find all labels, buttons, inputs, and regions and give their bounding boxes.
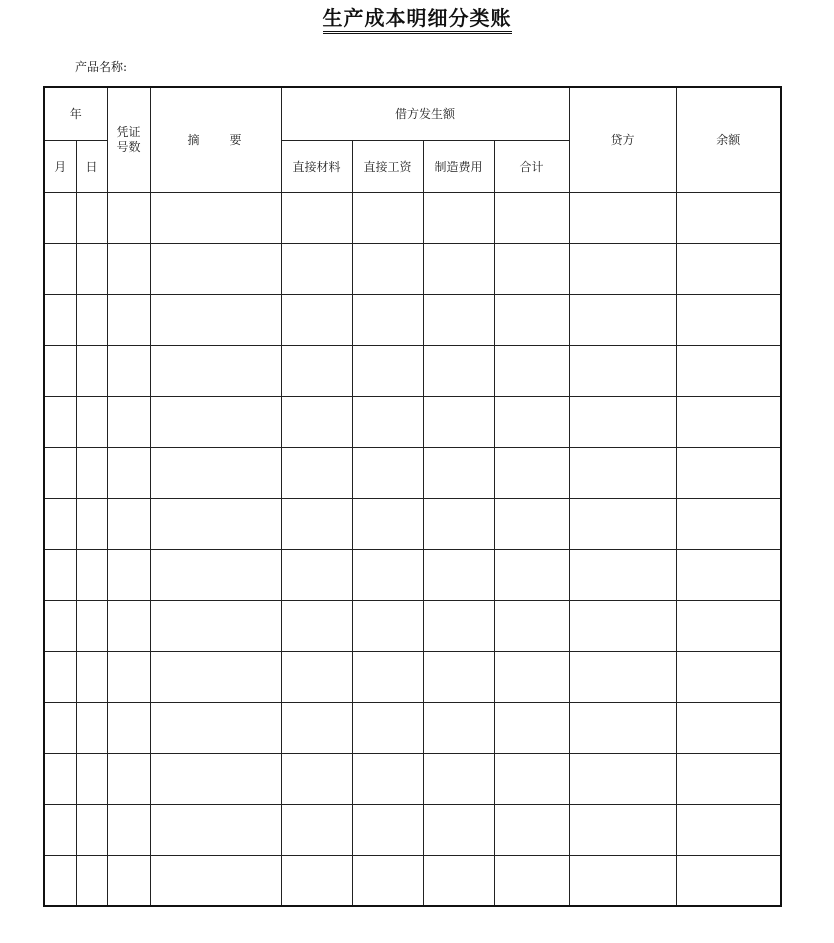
- summary-cell[interactable]: [150, 600, 281, 651]
- balance-cell[interactable]: [676, 855, 781, 906]
- table-row: [44, 192, 781, 243]
- total-cell[interactable]: [494, 498, 569, 549]
- summary-cell[interactable]: [150, 447, 281, 498]
- balance-cell[interactable]: [676, 192, 781, 243]
- total-cell[interactable]: [494, 345, 569, 396]
- month-cell[interactable]: [44, 804, 76, 855]
- day-cell[interactable]: [76, 651, 107, 702]
- direct-labor-cell[interactable]: [352, 294, 423, 345]
- total-cell[interactable]: [494, 549, 569, 600]
- direct-materials-cell[interactable]: [281, 855, 352, 906]
- direct-labor-cell[interactable]: [352, 243, 423, 294]
- summary-cell[interactable]: [150, 498, 281, 549]
- month-cell[interactable]: [44, 651, 76, 702]
- header-debit-group: 借方发生额: [281, 87, 569, 140]
- table-row: [44, 345, 781, 396]
- header-year: 年: [44, 87, 107, 140]
- voucher-no-cell[interactable]: [107, 396, 150, 447]
- direct-labor-cell[interactable]: [352, 651, 423, 702]
- day-cell[interactable]: [76, 498, 107, 549]
- summary-cell[interactable]: [150, 804, 281, 855]
- balance-cell[interactable]: [676, 294, 781, 345]
- direct-labor-cell[interactable]: [352, 600, 423, 651]
- header-manufacturing-overhead: 制造费用: [423, 140, 494, 192]
- credit-cell[interactable]: [569, 753, 676, 804]
- voucher-no-cell[interactable]: [107, 702, 150, 753]
- header-total: 合计: [494, 140, 569, 192]
- header-voucher-no-label: 凭证号数: [116, 124, 141, 154]
- direct-labor-cell[interactable]: [352, 702, 423, 753]
- month-cell[interactable]: [44, 549, 76, 600]
- table-row: [44, 651, 781, 702]
- month-cell[interactable]: [44, 396, 76, 447]
- direct-labor-cell[interactable]: [352, 753, 423, 804]
- table-row: [44, 600, 781, 651]
- header-direct-materials: 直接材料: [281, 140, 352, 192]
- manufacturing-overhead-cell[interactable]: [423, 345, 494, 396]
- summary-cell[interactable]: [150, 855, 281, 906]
- balance-cell[interactable]: [676, 804, 781, 855]
- voucher-no-cell[interactable]: [107, 192, 150, 243]
- page-title-text: 生产成本明细分类账: [323, 6, 512, 34]
- header-month: 月: [44, 140, 76, 192]
- summary-cell[interactable]: [150, 345, 281, 396]
- direct-materials-cell[interactable]: [281, 396, 352, 447]
- direct-labor-cell[interactable]: [352, 192, 423, 243]
- month-cell[interactable]: [44, 600, 76, 651]
- voucher-no-cell[interactable]: [107, 804, 150, 855]
- summary-cell[interactable]: [150, 294, 281, 345]
- table-row: [44, 396, 781, 447]
- credit-cell[interactable]: [569, 804, 676, 855]
- manufacturing-overhead-cell[interactable]: [423, 243, 494, 294]
- total-cell[interactable]: [494, 294, 569, 345]
- manufacturing-overhead-cell[interactable]: [423, 702, 494, 753]
- summary-cell[interactable]: [150, 549, 281, 600]
- credit-cell[interactable]: [569, 702, 676, 753]
- ledger-body: [44, 192, 781, 906]
- balance-cell[interactable]: [676, 396, 781, 447]
- voucher-no-cell[interactable]: [107, 498, 150, 549]
- credit-cell[interactable]: [569, 549, 676, 600]
- direct-materials-cell[interactable]: [281, 345, 352, 396]
- header-summary: 摘 要: [150, 87, 281, 192]
- summary-cell[interactable]: [150, 192, 281, 243]
- direct-materials-cell[interactable]: [281, 804, 352, 855]
- manufacturing-overhead-cell[interactable]: [423, 294, 494, 345]
- voucher-no-cell[interactable]: [107, 345, 150, 396]
- manufacturing-overhead-cell[interactable]: [423, 447, 494, 498]
- month-cell[interactable]: [44, 243, 76, 294]
- direct-materials-cell[interactable]: [281, 600, 352, 651]
- header-voucher-no: [107, 87, 150, 192]
- direct-labor-cell[interactable]: [352, 855, 423, 906]
- day-cell[interactable]: [76, 600, 107, 651]
- direct-labor-cell[interactable]: [352, 498, 423, 549]
- table-row: [44, 549, 781, 600]
- direct-materials-cell[interactable]: [281, 753, 352, 804]
- voucher-no-cell[interactable]: [107, 753, 150, 804]
- day-cell[interactable]: [76, 855, 107, 906]
- header-balance: 余额: [676, 87, 781, 192]
- credit-cell[interactable]: [569, 192, 676, 243]
- day-cell[interactable]: [76, 345, 107, 396]
- credit-cell[interactable]: [569, 447, 676, 498]
- balance-cell[interactable]: [676, 498, 781, 549]
- manufacturing-overhead-cell[interactable]: [423, 600, 494, 651]
- day-cell[interactable]: [76, 243, 107, 294]
- month-cell[interactable]: [44, 345, 76, 396]
- summary-cell[interactable]: [150, 753, 281, 804]
- product-name-label: 产品名称:: [75, 60, 128, 74]
- total-cell[interactable]: [494, 855, 569, 906]
- day-cell[interactable]: [76, 753, 107, 804]
- manufacturing-overhead-cell[interactable]: [423, 651, 494, 702]
- balance-cell[interactable]: [676, 549, 781, 600]
- day-cell[interactable]: [76, 804, 107, 855]
- total-cell[interactable]: [494, 804, 569, 855]
- total-cell[interactable]: [494, 651, 569, 702]
- balance-cell[interactable]: [676, 600, 781, 651]
- credit-cell[interactable]: [569, 243, 676, 294]
- day-cell[interactable]: [76, 396, 107, 447]
- total-cell[interactable]: [494, 396, 569, 447]
- direct-materials-cell[interactable]: [281, 294, 352, 345]
- month-cell[interactable]: [44, 753, 76, 804]
- month-cell[interactable]: [44, 447, 76, 498]
- balance-cell[interactable]: [676, 651, 781, 702]
- direct-materials-cell[interactable]: [281, 651, 352, 702]
- month-cell[interactable]: [44, 294, 76, 345]
- voucher-no-cell[interactable]: [107, 855, 150, 906]
- balance-cell[interactable]: [676, 243, 781, 294]
- table-row: [44, 243, 781, 294]
- table-row: [44, 447, 781, 498]
- direct-materials-cell[interactable]: [281, 702, 352, 753]
- direct-materials-cell[interactable]: [281, 243, 352, 294]
- direct-materials-cell[interactable]: [281, 192, 352, 243]
- credit-cell[interactable]: [569, 396, 676, 447]
- voucher-no-cell[interactable]: [107, 447, 150, 498]
- total-cell[interactable]: [494, 447, 569, 498]
- credit-cell[interactable]: [569, 651, 676, 702]
- month-cell[interactable]: [44, 192, 76, 243]
- total-cell[interactable]: [494, 753, 569, 804]
- balance-cell[interactable]: [676, 345, 781, 396]
- month-cell[interactable]: [44, 855, 76, 906]
- manufacturing-overhead-cell[interactable]: [423, 549, 494, 600]
- table-row: [44, 804, 781, 855]
- ledger-table: [43, 86, 782, 907]
- credit-cell[interactable]: [569, 294, 676, 345]
- voucher-no-cell[interactable]: [107, 294, 150, 345]
- voucher-no-cell[interactable]: [107, 243, 150, 294]
- header-credit: 贷方: [569, 87, 676, 192]
- direct-materials-cell[interactable]: [281, 447, 352, 498]
- page-title: [0, 6, 834, 34]
- table-row: [44, 855, 781, 906]
- voucher-no-cell[interactable]: [107, 549, 150, 600]
- summary-cell[interactable]: [150, 396, 281, 447]
- voucher-no-cell[interactable]: [107, 600, 150, 651]
- total-cell[interactable]: [494, 192, 569, 243]
- month-cell[interactable]: [44, 702, 76, 753]
- credit-cell[interactable]: [569, 345, 676, 396]
- manufacturing-overhead-cell[interactable]: [423, 396, 494, 447]
- summary-cell[interactable]: [150, 243, 281, 294]
- manufacturing-overhead-cell[interactable]: [423, 192, 494, 243]
- direct-labor-cell[interactable]: [352, 396, 423, 447]
- day-cell[interactable]: [76, 702, 107, 753]
- direct-labor-cell[interactable]: [352, 345, 423, 396]
- credit-cell[interactable]: [569, 855, 676, 906]
- total-cell[interactable]: [494, 600, 569, 651]
- direct-materials-cell[interactable]: [281, 498, 352, 549]
- direct-labor-cell[interactable]: [352, 804, 423, 855]
- credit-cell[interactable]: [569, 498, 676, 549]
- header-row-top: [44, 87, 781, 140]
- table-row: [44, 702, 781, 753]
- header-day: 日: [76, 140, 107, 192]
- direct-labor-cell[interactable]: [352, 549, 423, 600]
- balance-cell[interactable]: [676, 753, 781, 804]
- month-cell[interactable]: [44, 498, 76, 549]
- day-cell[interactable]: [76, 549, 107, 600]
- manufacturing-overhead-cell[interactable]: [423, 753, 494, 804]
- balance-cell[interactable]: [676, 702, 781, 753]
- header-direct-labor: 直接工资: [352, 140, 423, 192]
- table-row: [44, 294, 781, 345]
- table-row: [44, 498, 781, 549]
- total-cell[interactable]: [494, 243, 569, 294]
- day-cell[interactable]: [76, 447, 107, 498]
- credit-cell[interactable]: [569, 600, 676, 651]
- direct-labor-cell[interactable]: [352, 447, 423, 498]
- voucher-no-cell[interactable]: [107, 651, 150, 702]
- day-cell[interactable]: [76, 294, 107, 345]
- balance-cell[interactable]: [676, 447, 781, 498]
- day-cell[interactable]: [76, 192, 107, 243]
- table-row: [44, 753, 781, 804]
- total-cell[interactable]: [494, 702, 569, 753]
- manufacturing-overhead-cell[interactable]: [423, 498, 494, 549]
- summary-cell[interactable]: [150, 651, 281, 702]
- direct-materials-cell[interactable]: [281, 549, 352, 600]
- summary-cell[interactable]: [150, 702, 281, 753]
- manufacturing-overhead-cell[interactable]: [423, 804, 494, 855]
- manufacturing-overhead-cell[interactable]: [423, 855, 494, 906]
